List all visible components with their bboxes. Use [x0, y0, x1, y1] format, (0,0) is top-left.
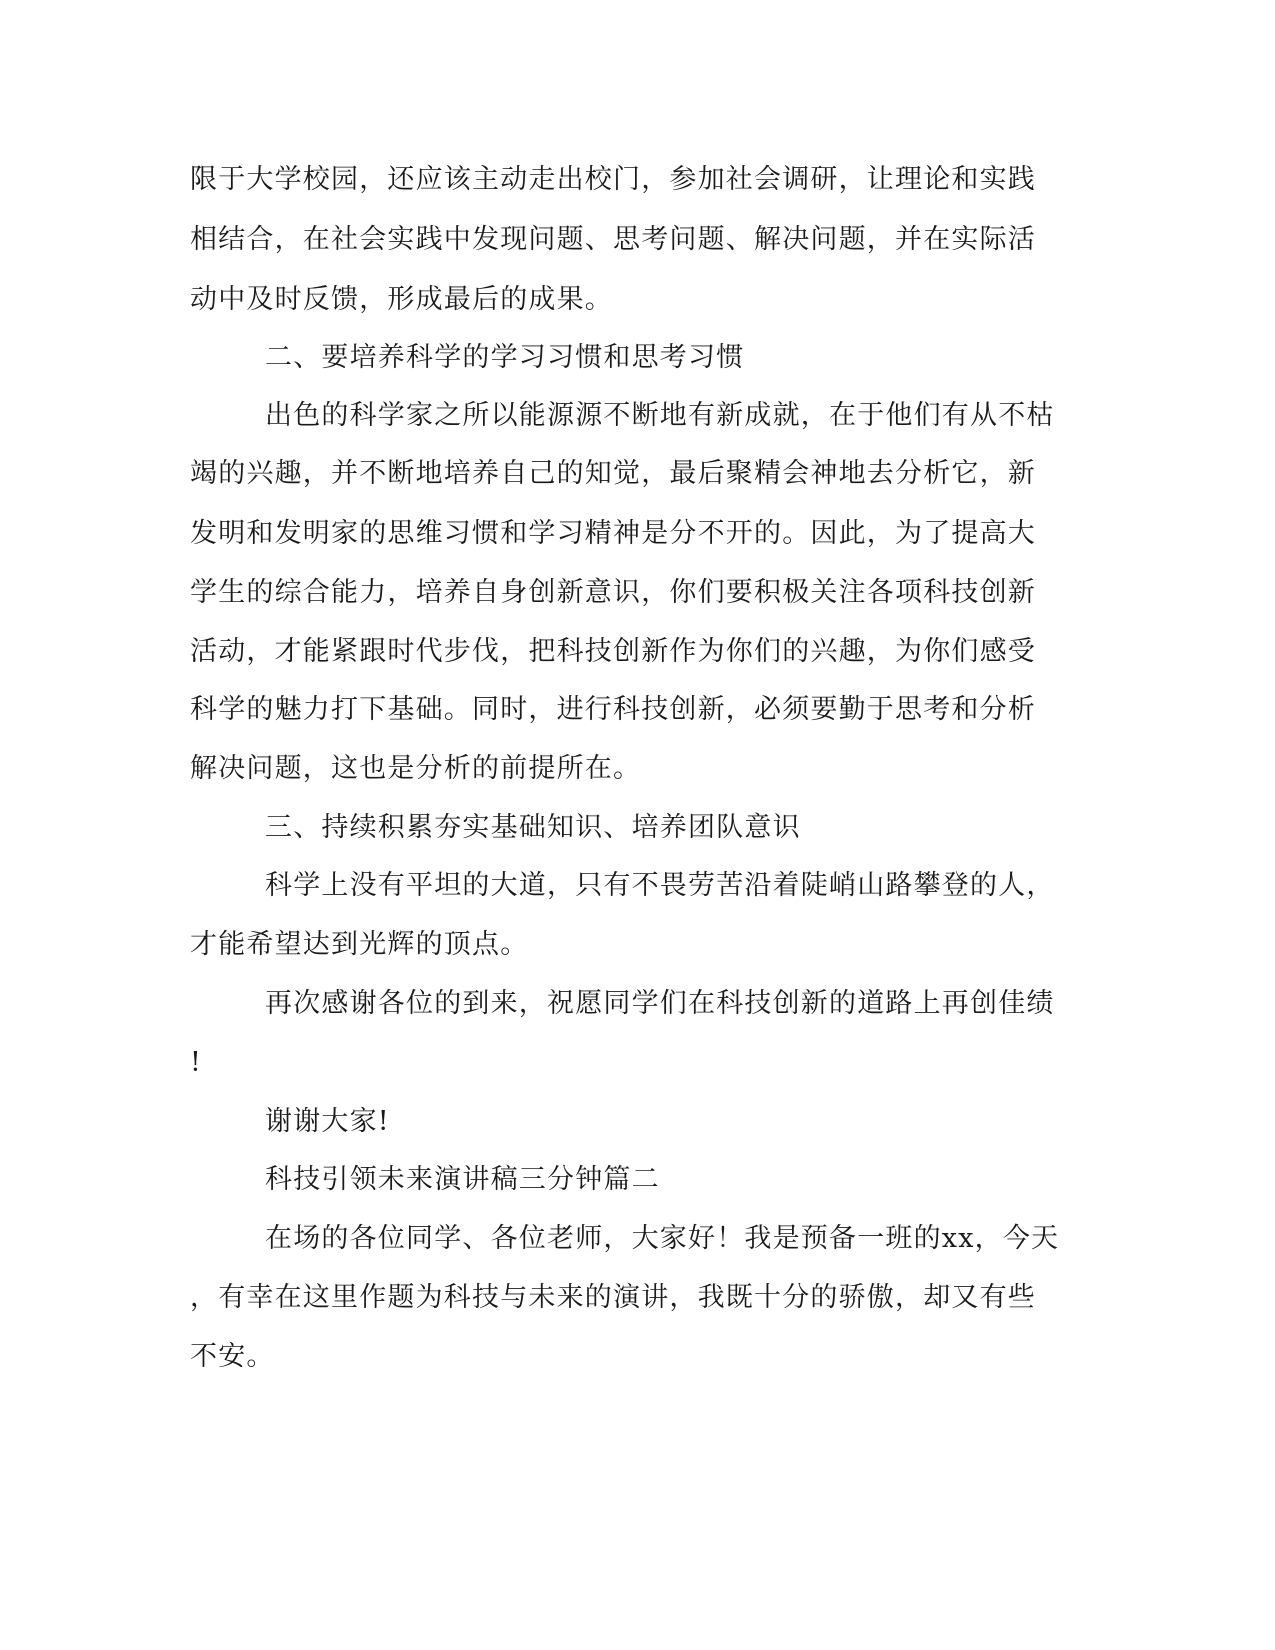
body-text-line: 竭的兴趣，并不断地培养自己的知觉，最后聚精会神地去分析它，新: [190, 458, 1036, 489]
body-text-line: 科学的魅力打下基础。同时，进行科技创新，必须要勤于思考和分析: [190, 694, 1036, 725]
body-text-line: ，有幸在这里作题为科技与未来的演讲，我既十分的骄傲，却又有些: [190, 1282, 1036, 1313]
closing-thanks: 谢谢大家!: [265, 1106, 390, 1137]
body-text-line: 发明和发明家的思维习惯和学习精神是分不开的。因此，为了提高大: [190, 518, 1036, 549]
body-text-line: 相结合，在社会实践中发现问题、思考问题、解决问题，并在实际活: [190, 224, 1036, 255]
body-text-line: 学生的综合能力，培养自身创新意识，你们要积极关注各项科技创新: [190, 577, 1036, 608]
body-text-line: 不安。: [190, 1341, 275, 1372]
body-text-line: 动中及时反馈，形成最后的成果。: [190, 284, 613, 315]
body-text-line: 再次感谢各位的到来，祝愿同学们在科技创新的道路上再创佳绩: [265, 988, 1055, 1019]
section-heading-3: 三、持续积累夯实基础知识、培养团队意识: [265, 812, 801, 843]
section-heading-2: 二、要培养科学的学习习惯和思考习惯: [265, 342, 745, 373]
body-text-line: 限于大学校园，还应该主动走出校门，参加社会调研，让理论和实践: [190, 164, 1036, 195]
section-title: 科技引领未来演讲稿三分钟篇二: [265, 1164, 660, 1195]
body-text-line: 出色的科学家之所以能源源不断地有新成就，在于他们有从不枯: [265, 400, 1055, 431]
body-text-line: 在场的各位同学、各位老师，大家好！我是预备一班的xx，今天: [265, 1223, 1060, 1254]
body-text-line: 科学上没有平坦的大道，只有不畏劳苦沿着陡峭山路攀登的人，: [265, 870, 1055, 901]
body-text-line: 才能希望达到光辉的顶点。: [190, 929, 529, 960]
body-text-line: !: [190, 1047, 203, 1078]
body-text-line: 解决问题，这也是分析的前提所在。: [190, 753, 642, 784]
body-text-line: 活动，才能紧跟时代步伐，把科技创新作为你们的兴趣，为你们感受: [190, 636, 1036, 667]
